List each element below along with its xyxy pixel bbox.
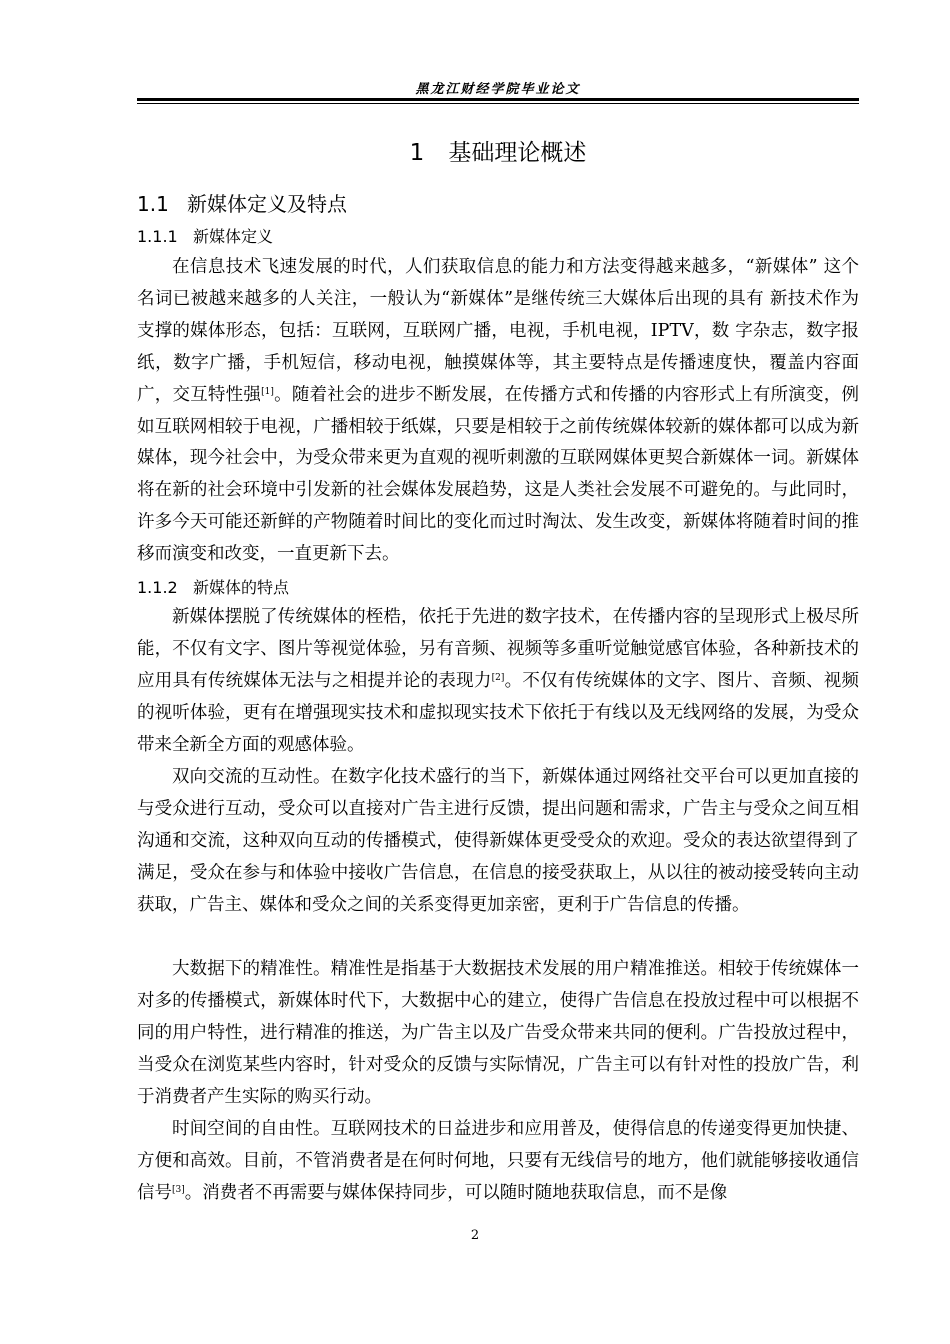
subsection-heading-2 <box>137 575 289 598</box>
citation-3: [3] <box>172 1184 185 1195</box>
subsection-number: 1.1.1 <box>137 227 178 246</box>
chapter-title: 基础理论概述 <box>448 140 587 166</box>
section-title: 新媒体定义及特点 <box>187 192 347 216</box>
section-heading <box>137 188 347 217</box>
citation-1: [1] <box>261 386 274 397</box>
paragraph-4: 大数据下的精准性。精准性是指基于大数据技术发展的用户精准推送。相较于传统媒体一对多的传播模式，新媒体时代下，大数据中心的建立，使得广告信息在投放过程中可以根据不同的用户特性，进行精准的推送，为广告主以及广告受众带来共同的便利。广告投放过程中，当受众在浏览某些内容时，针对受众的反馈与实际情况，广告主可以有针对性的投放广告，利于消费者产生实际的购买行动。 <box>137 959 859 1107</box>
paragraph-2: 新媒体摆脱了传统媒体的桎梏，依托于先进的数字技术，在传播内容的呈现形式上极尽所能，不仅有文字、图片等视觉体验，另有音频、视频等多重听觉触觉感官体验，各种新技术的应用具有传统媒体无法与之相提并论的表现力[2]。不仅有传统媒体的文字、图片、音频、视频的视听体验，更有在增强现实技术和虚拟现实技术下依托于有线以及无线网络的发展，为受众带来全新全方面的观感体验。 <box>137 607 859 755</box>
subsection-title: 新媒体定义 <box>193 227 274 246</box>
chapter-number: 1 <box>409 140 425 166</box>
chapter-heading <box>137 134 859 167</box>
paragraph-1: 在信息技术飞速发展的时代，人们获取信息的能力和方法变得越来越多，“新媒体” 这个名词已被越来越多的人关注，一般认为“新媒体”是继传统三大媒体后出现的具有 新技术作为支撑的媒体形态，包括：互联网，互联网广播，电视，手机电视，IPTV，数 字杂志，数字报纸，数字广播，手机短信，移动电视，触摸媒体等，其主要特点是传播速度快，覆盖内容面广，交互特性强[1]。随着社会的进步不断发展，在传播方式和传播的内容形式上有所演变，例如互联网相较于电视，广播相较于纸媒，只要是相较于之前传统媒体较新的媒体都可以成为新媒体，现今社会中，为受众带来更为直观的视听刺激的互联网媒体更契合新媒体一词。新媒体将在新的社会环境中引发新的社会媒体发展趋势，这是人类社会发展不可避免的。与此同时，许多今天可能还新鲜的产物随着时间比的变化而过时淘汰、发生改变，新媒体将随着时间的推移而演变和改变，一直更新下去。 <box>137 257 860 565</box>
running-header: 黑龙江财经学院毕业论文 <box>415 82 581 97</box>
subsection-title: 新媒体的特点 <box>193 578 290 597</box>
page-number: 2 <box>470 1228 480 1243</box>
subsection-number: 1.1.2 <box>137 578 178 597</box>
subsection-heading-1 <box>137 224 273 247</box>
header-rule-thick <box>137 98 859 101</box>
citation-2: [2] <box>491 672 505 683</box>
paragraph-3: 双向交流的互动性。在数字化技术盛行的当下，新媒体通过网络社交平台可以更加直接的与受众进行互动，受众可以直接对广告主进行反馈，提出问题和需求，广告主与受众之间互相沟通和交流，这种双向互动的传播模式，使得新媒体更受受众的欢迎。受众的表达欲望得到了满足，受众在参与和体验中接收广告信息，在信息的接受获取上，从以往的被动接受转向主动获取，广告主、媒体和受众之间的关系变得更加亲密，更利于广告信息的传播。 <box>137 767 859 915</box>
header-rule-thin <box>137 103 859 104</box>
section-number: 1.1 <box>137 192 169 216</box>
paragraph-5: 时间空间的自由性。互联网技术的日益进步和应用普及，使得信息的传递变得更加快捷、方便和高效。目前，不管消费者是在何时何地，只要有无线信号的地方，他们就能够接收通信信号[3]。消费者不再需要与媒体保持同步，可以随时随地获取信息，而不是像 <box>137 1119 859 1203</box>
